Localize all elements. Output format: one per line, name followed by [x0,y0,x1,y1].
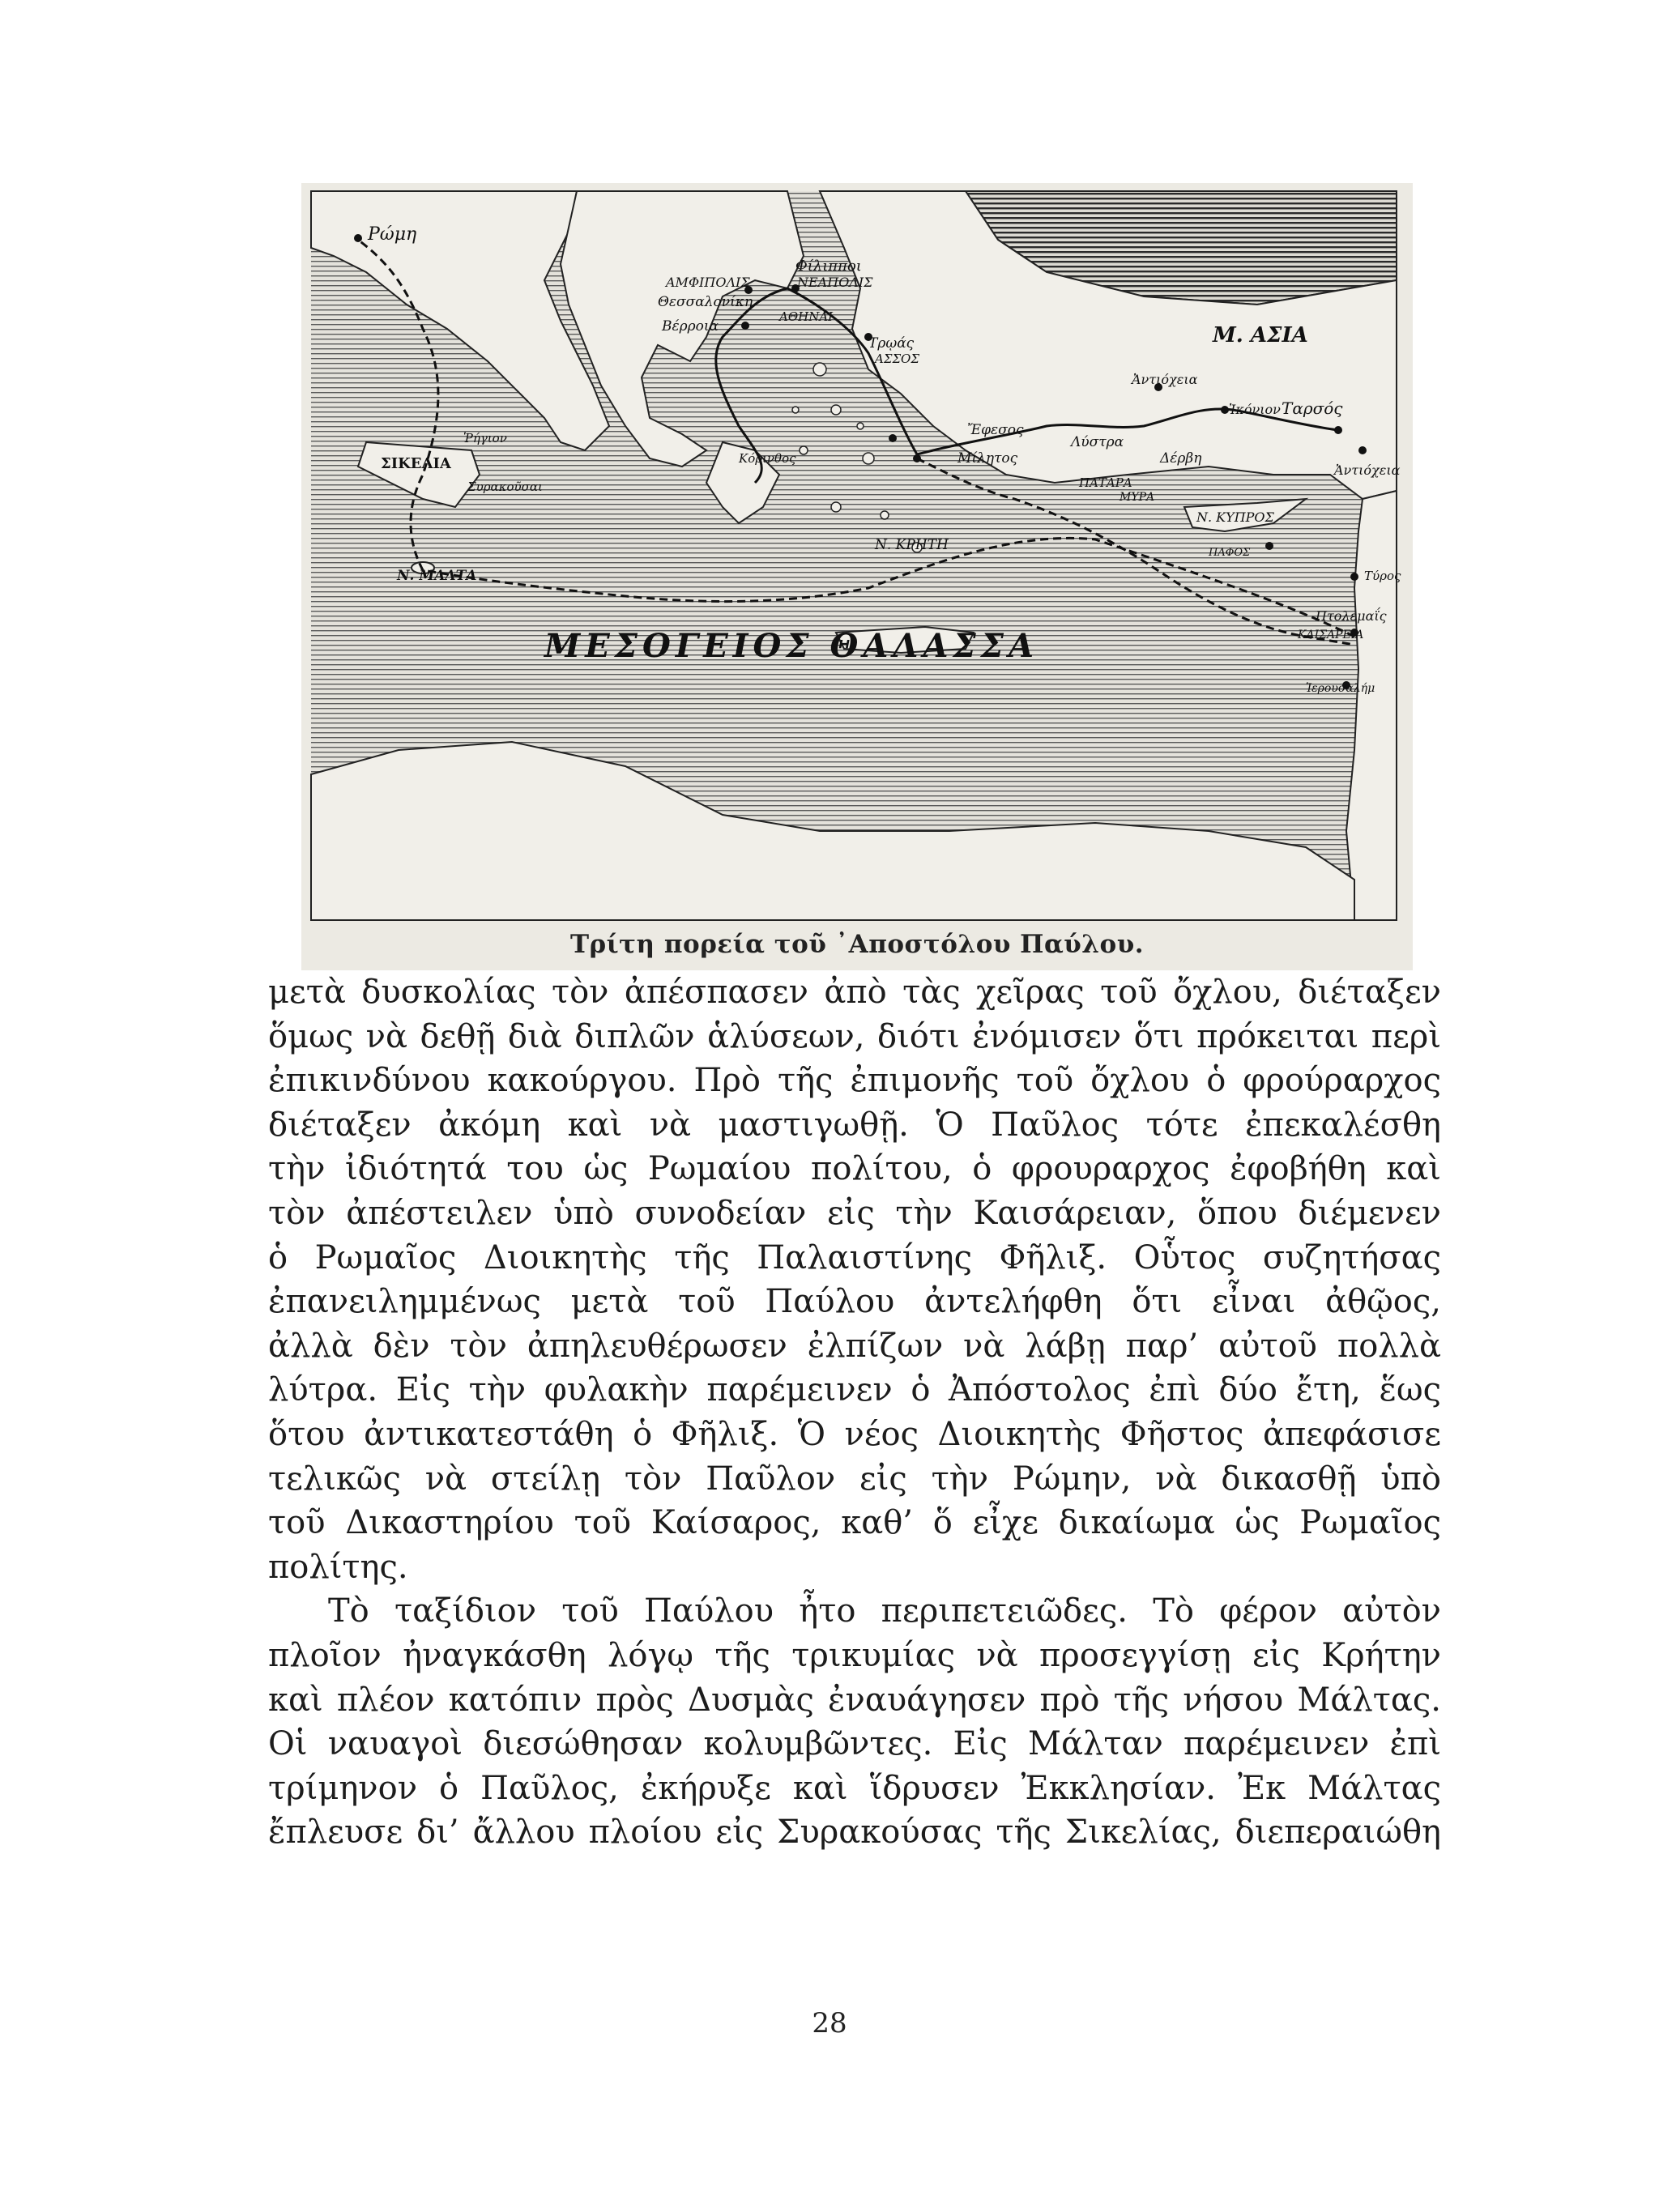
label-crete: Ν. ΚΡΗΤΗ [875,537,949,553]
text-line: τὴν ἰδιότητά του ὡς Ρωμαίου πολίτου, ὁ φρουραρχος ἐφοβήθη καὶ [268,1150,1441,1188]
map-figure [301,183,1413,970]
text-line: λύτρα. Εἰς τὴν φυλακὴν παρέμεινεν ὁ Ἀπόστολος ἐπὶ δύο ἔτη, ἕως [268,1371,1441,1409]
page-number: 28 [812,2007,847,2039]
label-iconium: Ἰκόνιον [1229,402,1281,417]
label-jerusalem: Ἱερουσαλήμ [1306,682,1375,695]
label-myra: ΜΥΡΑ [1120,491,1155,504]
label-malta: Ν. ΜΑΛΤΑ [397,568,477,584]
label-rhegium: Ῥήγιον [463,431,507,445]
text-line: ἐπικινδύνου κακούργου. Πρὸ τῆς ἐπιμονῆς τοῦ ὄχλου ὁ φρούραρχος [268,1062,1441,1100]
figure-caption: Τρίτη πορεία τοῦ ᾿Αποστόλου Παύλου. [569,930,1145,959]
text-line: ὁ Ρωμαῖος Διοικητὴς τῆς Παλαιστίνης Φῆλιξ. Οὗτος συζητήσας [268,1238,1441,1276]
text-line: πλοῖον ἠναγκάσθη λόγῳ τῆς τρικυμίας νὰ προσεγγίσῃ εἰς Κρήτην [268,1636,1441,1674]
text-line: τὸν ἀπέστειλεν ὑπὸ συνοδείαν εἰς τὴν Καισάρειαν, ὅπου διέμενεν [268,1194,1441,1232]
text-line: Οἱ ναυαγοὶ διεσώθησαν κολυμβῶντες. Εἰς Μάλταν παρέμεινεν ἐπὶ [268,1725,1441,1763]
text-line: τοῦ Δικαστηρίου τοῦ Καίσαρος, καθ’ ὅ εἶχε δικαίωμα ὡς Ρωμαῖος [268,1504,1441,1542]
label-tarsus: Ταρσός [1282,399,1343,418]
label-cyprus: Ν. ΚΥΠΡΟΣ [1196,509,1274,525]
label-sea: ΜΕΣΟΓΕΙΟΣ ΘΑΛΑΣΣΑ [544,627,1039,665]
label-ptolemais: Πτολεμαΐς [1316,608,1387,624]
label-philippi: Φίλιπποι [795,258,862,275]
text-line: ἀλλὰ δὲν τὸν ἀπηλευθέρωσεν ἐλπίζων νὰ λάβῃ παρ’ αὐτοῦ πολλὰ [268,1327,1441,1365]
label-corinth: Κόρινθος [739,451,796,466]
text-line: ὅμως νὰ δεθῇ διὰ διπλῶν ἁλύσεων, διότι ἐνόμισεν ὅτι πρόκειται περὶ [268,1017,1441,1055]
label-asia-minor: Μ. ΑΣΙΑ [1213,323,1308,347]
text-line: ἔπλευσε δι’ ἄλλου πλοίου εἰς Συρακούσας τῆς Σικελίας, διεπεραιώθη [268,1813,1441,1852]
text-line: ὅτου ἀντικατεστάθη ὁ Φῆλιξ. Ὁ νέος Διοικητὴς Φῆστος ἀπεφάσισε [268,1415,1441,1453]
label-beroea: Βέρροια [662,318,719,335]
label-thessalonica: Θεσσαλονίκη [658,294,753,310]
text-line: καὶ πλέον κατόπιν πρὸς Δυσμὰς ἐναυάγησεν πρὸ τῆς νήσου Μάλτας. [268,1681,1441,1719]
label-neapolis: ΝΕΑΠΟΛΙΣ [797,275,873,290]
label-athens: ΑΘΗΝΑΙ [779,309,834,324]
label-syracuse: Συρακοῦσαι [467,479,543,494]
label-paphos: ΠΑΦΟΣ [1209,547,1251,559]
label-patara: ΠΑΤΑΡΑ [1079,475,1132,490]
body-text [268,970,1441,1855]
label-antioch-pisidia: Ἀντιόχεια [1132,372,1198,387]
label-lystra: Λύστρα [1071,434,1124,450]
text-line: ἐπανειλημμένως μετὰ τοῦ Παύλου ἀντελήφθη ὅτι εἶναι ἀθῷος, [268,1283,1441,1321]
label-derbe: Δέρβη [1160,450,1202,467]
label-caesarea: ΚΑΙΣΑΡΕΙΑ [1298,629,1364,641]
text-line: πολίτης. [268,1548,408,1586]
text-line: τελικῶς νὰ στείλῃ τὸν Παῦλον εἰς τὴν Ρώμην, νὰ δικασθῇ ὑπὸ [268,1460,1441,1498]
text-line: τρίμηνον ὁ Παῦλος, ἐκήρυξε καὶ ἵδρυσεν Ἐκκλησίαν. Ἐκ Μάλτας [268,1769,1441,1807]
text-line: μετὰ δυσκολίας τὸν ἀπέσπασεν ἀπὸ τὰς χεῖρας τοῦ ὄχλου, διέταξεν [268,974,1441,1011]
map-image [301,183,1413,970]
label-miletus: Μίλητος [957,450,1018,467]
label-ephesus: Ἔφεσος [967,422,1024,438]
label-antioch-syria: Ἀντιόχεια [1334,462,1401,478]
label-rome: Ρώμη [368,224,417,245]
label-assos: ΑΣΣΟΣ [875,352,919,366]
label-sicily: ΣΙΚΕΛΙΑ [381,455,451,472]
label-amphipolis: ΑΜΦΙΠΟΛΙΣ [666,275,750,290]
label-troas: Τρῳάς [868,335,915,352]
label-tyre: Τύρος [1364,569,1401,583]
text-line: Τὸ ταξίδιον τοῦ Παύλου ἦτο περιπετειῶδες. Τὸ φέρον αὐτὸν [328,1592,1441,1630]
text-line: διέταξεν ἀκόμη καὶ νὰ μαστιγωθῇ. Ὁ Παῦλος τότε ἐπεκαλέσθη [268,1106,1441,1144]
